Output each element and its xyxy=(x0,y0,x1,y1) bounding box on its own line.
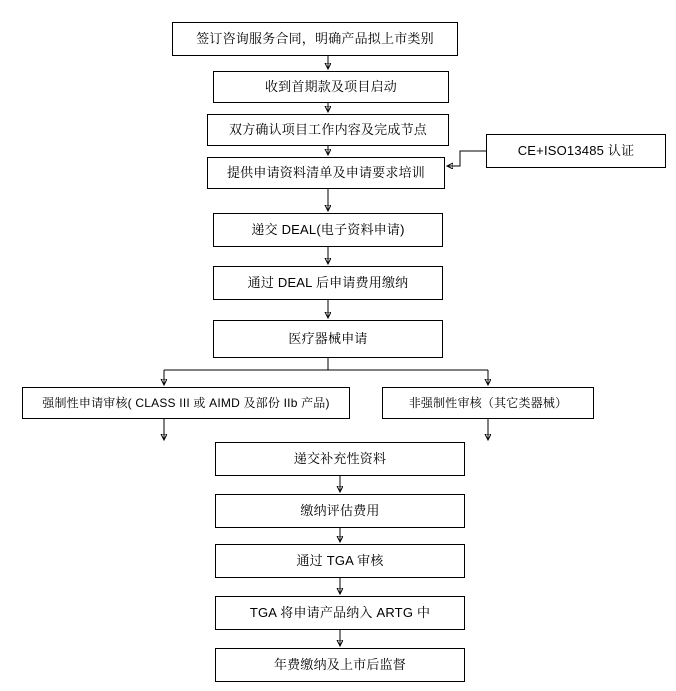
flow-node-label: 强制性申请审核( CLASS III 或 AIMD 及部份 IIb 产品) xyxy=(42,395,330,410)
flow-node-n9[interactable] xyxy=(382,387,594,419)
flow-node-n2[interactable] xyxy=(213,71,449,103)
flow-node-label: 递交 DEAL(电子资料申请) xyxy=(251,222,405,238)
flow-node-label: 双方确认项目工作内容及完成节点 xyxy=(228,122,427,138)
flow-node-label: 医疗器械申请 xyxy=(288,331,368,347)
flow-node-n8[interactable] xyxy=(22,387,350,419)
flow-node-n13[interactable] xyxy=(215,596,465,630)
flow-node-label: 通过 TGA 审核 xyxy=(296,553,384,569)
flow-node-n5[interactable] xyxy=(213,213,443,247)
flow-node-n10[interactable] xyxy=(215,442,465,476)
flow-node-label: 通过 DEAL 后申请费用缴纳 xyxy=(247,275,409,291)
flow-node-n3[interactable] xyxy=(207,114,449,146)
flow-node-n11[interactable] xyxy=(215,494,465,528)
flow-node-label: 递交补充性资料 xyxy=(293,451,387,467)
flow-node-label: 签订咨询服务合同，明确产品拟上市类别 xyxy=(196,31,434,47)
flow-node-n4[interactable] xyxy=(207,157,445,189)
flow-node-label: 非强制性审核（其它类器械） xyxy=(408,395,568,410)
flow-node-label: 收到首期款及项目启动 xyxy=(264,79,397,95)
flow-node-label: CE+ISO13485 认证 xyxy=(517,143,635,159)
flow-node-label: 年费缴纳及上市后监督 xyxy=(273,657,406,673)
flow-node-n7[interactable] xyxy=(213,320,443,358)
flow-node-n12[interactable] xyxy=(215,544,465,578)
flow-node-label: 缴纳评估费用 xyxy=(300,503,380,519)
flow-node-certification[interactable] xyxy=(486,134,666,168)
flow-node-label: TGA 将申请产品纳入 ARTG 中 xyxy=(249,605,431,621)
flow-node-n1[interactable] xyxy=(172,22,458,56)
flow-node-label: 提供申请资料清单及申请要求培训 xyxy=(226,165,425,181)
flow-node-n6[interactable] xyxy=(213,266,443,300)
flow-node-n14[interactable] xyxy=(215,648,465,682)
